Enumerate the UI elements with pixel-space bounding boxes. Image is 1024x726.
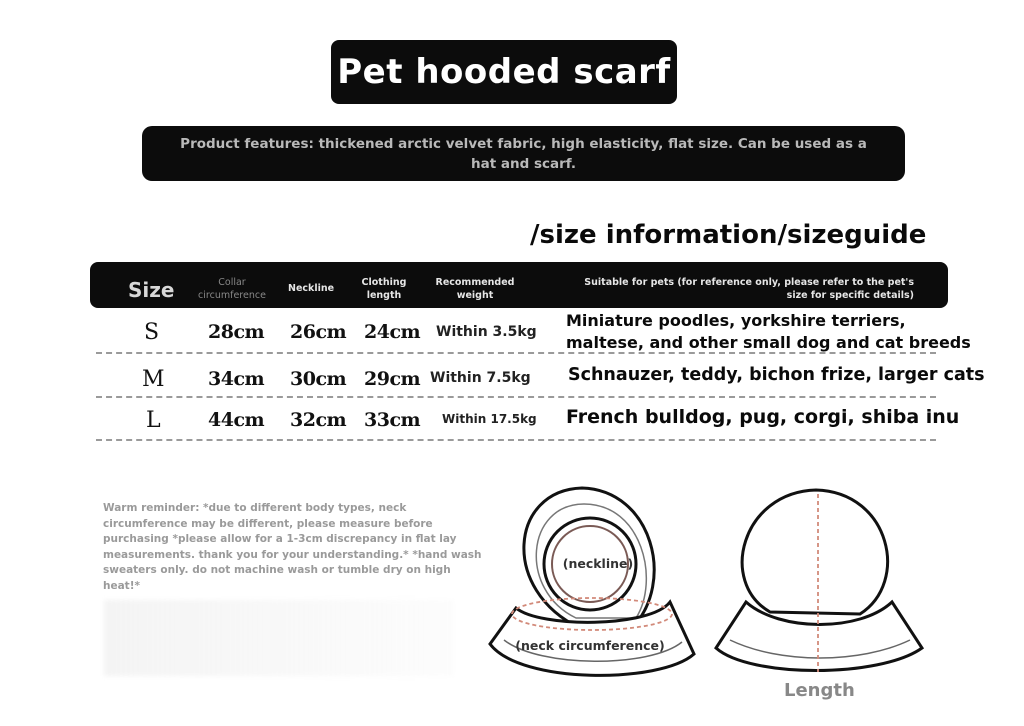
row-length: 24cm: [364, 321, 421, 343]
row-size: L: [146, 408, 161, 433]
table-row: [96, 308, 971, 352]
row-divider: [96, 439, 936, 441]
row-divider: [96, 352, 936, 354]
header-clothing-length: Clothing length: [361, 277, 407, 301]
row-size: S: [144, 320, 160, 345]
row-pets: Miniature poodles, yorkshire terriers, maltese, and other small dog and cat breeds: [566, 311, 971, 352]
title-banner: [331, 40, 677, 104]
row-collar: 44cm: [208, 409, 265, 431]
row-weight: Within 17.5kg: [442, 412, 537, 426]
neck-circumference-label: (neck circumference): [515, 638, 665, 653]
row-neckline: 32cm: [290, 409, 347, 431]
neckline-label: (neckline): [562, 556, 634, 571]
row-pets: Schnauzer, teddy, bichon frize, larger cats: [568, 365, 985, 385]
row-neckline: 30cm: [290, 368, 347, 390]
hood-front-illustration: [490, 488, 694, 675]
table-row: [96, 356, 985, 396]
row-pets: French bulldog, pug, corgi, shiba inu: [566, 406, 960, 428]
row-collar: 28cm: [208, 321, 265, 343]
row-divider: [96, 396, 936, 398]
row-collar: 34cm: [208, 368, 265, 390]
row-weight: Within 7.5kg: [430, 370, 531, 386]
row-length: 29cm: [364, 368, 421, 390]
length-label: Length: [784, 680, 855, 701]
size-table-header: [90, 262, 948, 308]
hood-diagram: [480, 482, 950, 682]
page-title: Pet hooded scarf: [337, 52, 671, 92]
hood-back-illustration: [716, 490, 922, 672]
row-length: 33cm: [364, 409, 421, 431]
faded-watermark-area: [104, 600, 454, 676]
table-row: [96, 400, 960, 440]
header-size: Size: [128, 278, 175, 302]
header-suitable: Suitable for pets (for reference only, please refer to the pet's size for specific details): [584, 277, 914, 301]
header-weight: Recommended weight: [435, 277, 515, 301]
row-size: M: [142, 367, 165, 392]
row-neckline: 26cm: [290, 321, 347, 343]
header-neckline: Neckline: [288, 283, 335, 294]
row-weight: Within 3.5kg: [436, 324, 537, 340]
header-collar: Collar circumference: [198, 277, 266, 301]
features-banner: [142, 126, 905, 181]
size-guide-heading: /size information/sizeguide: [530, 220, 927, 250]
warm-reminder: Warm reminder: *due to different body types, neck circumference may be different, please measure before purchasing *please allow for a 1-3cm discrepancy in flat lay measurements. thank you for your understanding.* *hand wash sweaters only. do not machine wash or tumble dry on high heat!*: [103, 502, 482, 592]
features-text: Product features: thickened arctic velvet fabric, high elasticity, flat size. Can be used as a hat and scarf.: [180, 135, 867, 172]
